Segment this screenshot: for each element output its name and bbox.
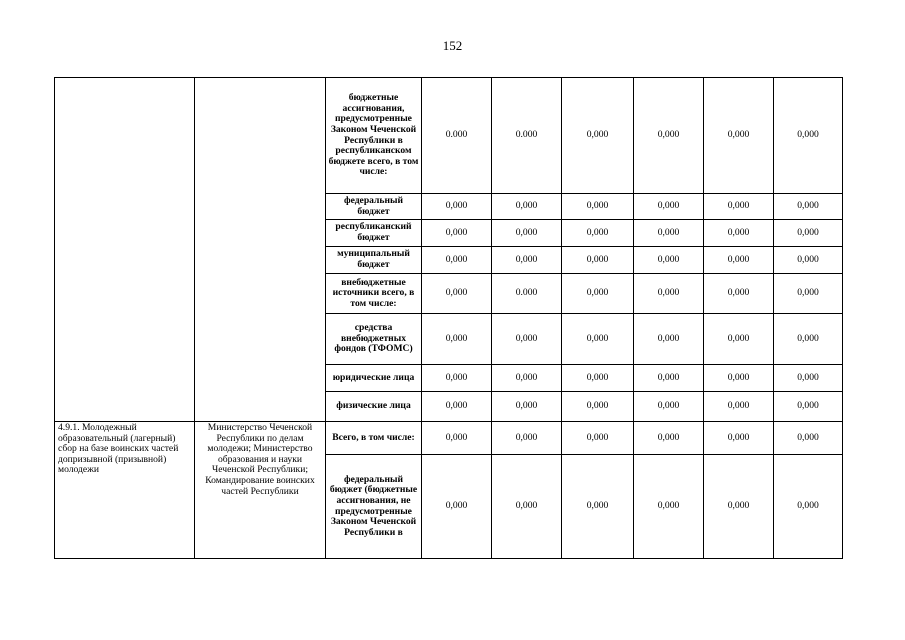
value-cell: 0,000 — [562, 274, 634, 314]
value-cell: 0,000 — [704, 220, 774, 247]
value-cell: 0,000 — [634, 365, 704, 392]
value-cell: 0,000 — [634, 422, 704, 455]
value-cell: 0,000 — [634, 247, 704, 274]
value-cell: 0,000 — [562, 220, 634, 247]
value-cell: 0,000 — [634, 78, 704, 194]
program-name-cell-empty — [55, 78, 195, 422]
value-cell: 0,000 — [492, 455, 562, 559]
value-cell: 0,000 — [562, 455, 634, 559]
value-cell: 0,000 — [492, 247, 562, 274]
value-cell: 0,000 — [492, 365, 562, 392]
value-cell: 0,000 — [774, 314, 843, 365]
value-cell: 0,000 — [562, 194, 634, 220]
value-cell: 0,000 — [774, 78, 843, 194]
value-cell: 0,000 — [492, 422, 562, 455]
value-cell: 0,000 — [704, 274, 774, 314]
value-cell: 0,000 — [422, 455, 492, 559]
table-row — [55, 78, 843, 194]
value-cell: 0,000 — [774, 194, 843, 220]
value-cell: 0,000 — [704, 78, 774, 194]
value-cell: 0,000 — [562, 247, 634, 274]
value-cell: 0.000 — [492, 274, 562, 314]
value-cell: 0,000 — [774, 455, 843, 559]
value-cell: 0,000 — [422, 247, 492, 274]
funding-source-cell: средства внебюджетных фондов (ТФОМС) — [326, 314, 422, 365]
value-cell: 0,000 — [492, 194, 562, 220]
value-cell: 0,000 — [422, 314, 492, 365]
value-cell: 0,000 — [774, 422, 843, 455]
funding-source-cell: физические лица — [326, 392, 422, 422]
funding-source-cell: Всего, в том числе: — [326, 422, 422, 455]
executor-cell: Министерство Чеченской Республики по делам молодежи; Министерство образования и науки Чеченской Республики; Командирование воинских частей Республики — [195, 422, 326, 559]
value-cell: 0,000 — [634, 220, 704, 247]
value-cell: 0,000 — [562, 365, 634, 392]
funding-source-cell: республиканский бюджет — [326, 220, 422, 247]
value-cell: 0,000 — [774, 247, 843, 274]
value-cell: 0.000 — [422, 78, 492, 194]
value-cell: 0,000 — [492, 392, 562, 422]
value-cell: 0,000 — [492, 314, 562, 365]
value-cell: 0,000 — [704, 422, 774, 455]
value-cell: 0,000 — [704, 455, 774, 559]
funding-source-cell: бюджетные ассигнования, предусмотренные Законом Чеченской Республики в республиканском бюджете всего, в том числе: — [326, 78, 422, 194]
value-cell: 0,000 — [562, 392, 634, 422]
value-cell: 0,000 — [422, 194, 492, 220]
value-cell: 0,000 — [562, 314, 634, 365]
value-cell: 0,000 — [422, 274, 492, 314]
value-cell: 0,000 — [704, 365, 774, 392]
value-cell: 0,000 — [422, 422, 492, 455]
value-cell: 0,000 — [562, 78, 634, 194]
value-cell: 0,000 — [634, 455, 704, 559]
funding-source-cell: юридические лица — [326, 365, 422, 392]
value-cell: 0,000 — [422, 365, 492, 392]
value-cell: 0,000 — [774, 392, 843, 422]
budget-table — [54, 77, 843, 559]
value-cell: 0,000 — [774, 365, 843, 392]
value-cell: 0,000 — [634, 194, 704, 220]
funding-source-cell: федеральный бюджет — [326, 194, 422, 220]
table-row — [55, 422, 843, 455]
value-cell: 0,000 — [704, 392, 774, 422]
funding-source-cell: федеральный бюджет (бюджетные ассигнования, не предусмотренные Законом Чеченской Республики в — [326, 455, 422, 559]
value-cell: 0,000 — [492, 220, 562, 247]
value-cell: 0,000 — [774, 274, 843, 314]
funding-source-cell: муниципальный бюджет — [326, 247, 422, 274]
value-cell: 0.000 — [492, 78, 562, 194]
value-cell: 0,000 — [634, 392, 704, 422]
value-cell: 0,000 — [774, 220, 843, 247]
executor-cell-empty — [195, 78, 326, 422]
value-cell: 0,000 — [634, 274, 704, 314]
value-cell: 0,000 — [704, 314, 774, 365]
value-cell: 0,000 — [562, 422, 634, 455]
program-name-cell: 4.9.1. Молодежный образовательный (лагерный) сбор на базе воинских частей допризывной (призывной) молодежи — [55, 422, 195, 559]
value-cell: 0,000 — [422, 220, 492, 247]
value-cell: 0,000 — [704, 194, 774, 220]
value-cell: 0,000 — [634, 314, 704, 365]
value-cell: 0,000 — [422, 392, 492, 422]
funding-source-cell: внебюджетные источники всего, в том числе: — [326, 274, 422, 314]
value-cell: 0,000 — [704, 247, 774, 274]
page-number: 152 — [442, 38, 463, 53]
